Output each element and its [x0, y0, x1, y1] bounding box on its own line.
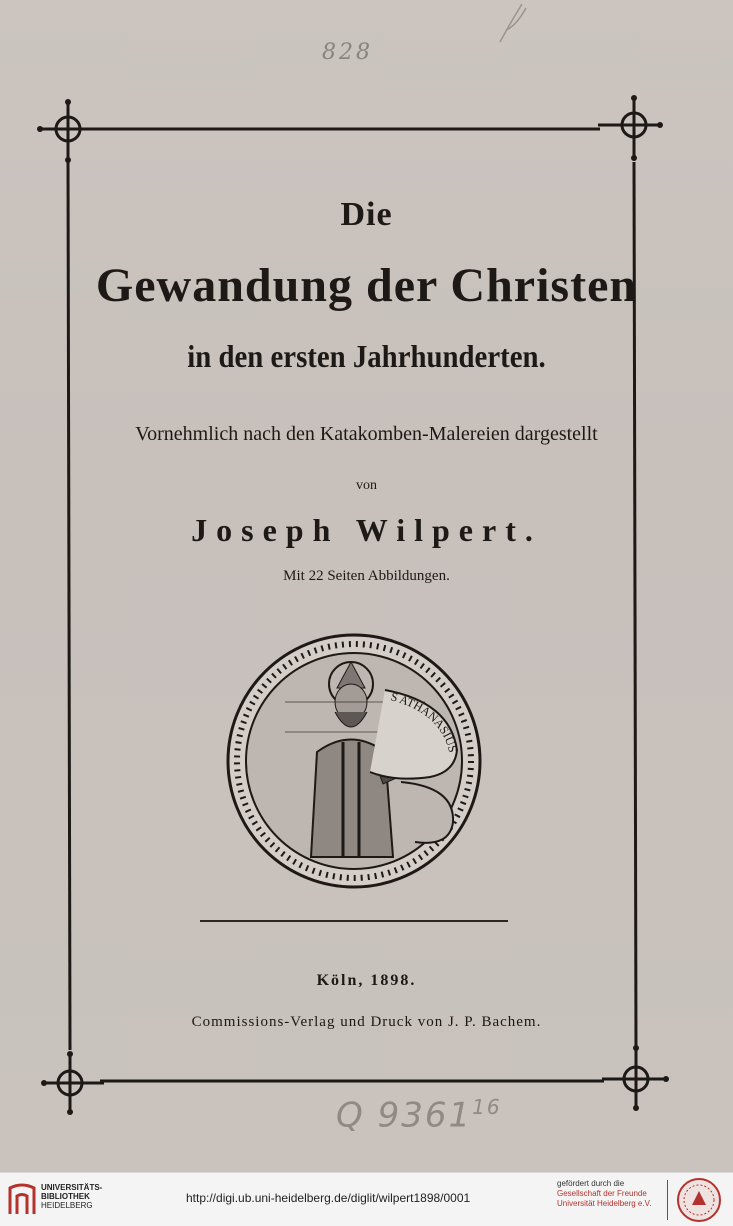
- medallion: [225, 632, 483, 890]
- sponsor-line-1: Gesellschaft der Freunde: [557, 1189, 647, 1198]
- signature-superscript: 16: [472, 1095, 502, 1119]
- library-name: [41, 1183, 102, 1210]
- author-name: Joseph Wilpert.: [191, 512, 542, 548]
- library-logo-icon[interactable]: [8, 1182, 36, 1216]
- place-year: Köln, 1898.: [316, 972, 417, 989]
- footer-bar: [0, 1172, 733, 1226]
- shelf-number: 828: [322, 40, 373, 65]
- library-line-3: HEIDELBERG: [41, 1201, 93, 1210]
- sponsor-line-2: Universität Heidelberg e.V.: [557, 1199, 652, 1208]
- illustrations-note: Mit 22 Seiten Abbildungen.: [283, 568, 450, 584]
- permalink-url[interactable]: http://digi.ub.uni-heidelberg.de/diglit/wilpert1898/0001: [186, 1191, 471, 1205]
- subtitle: Vornehmlich nach den Katakomben-Malereien dargestellt: [135, 423, 598, 445]
- signature-text: Q 9361: [336, 1095, 473, 1136]
- sponsor-label: gefördert durch die: [557, 1179, 625, 1188]
- title-line-3: in den ersten Jahrhunderten.: [187, 338, 546, 374]
- title-line-2: Gewandung der Christen: [95, 259, 638, 312]
- divider: [200, 920, 508, 922]
- library-signature: [336, 1095, 502, 1135]
- library-line-1: UNIVERSITÄTS-: [41, 1183, 103, 1192]
- footer-divider: [667, 1180, 668, 1220]
- medallion-inscription: S ATHANASIUS: [389, 689, 461, 754]
- publisher: Commissions-Verlag und Druck von J. P. Bachem.: [191, 1014, 542, 1030]
- university-seal-icon[interactable]: [676, 1177, 722, 1223]
- by-line: von: [356, 478, 377, 493]
- title-line-1: Die: [340, 196, 393, 233]
- corner-cross-icon: [38, 96, 668, 1114]
- sponsor-block: [557, 1179, 651, 1209]
- library-line-2: BIBLIOTHEK: [41, 1192, 90, 1201]
